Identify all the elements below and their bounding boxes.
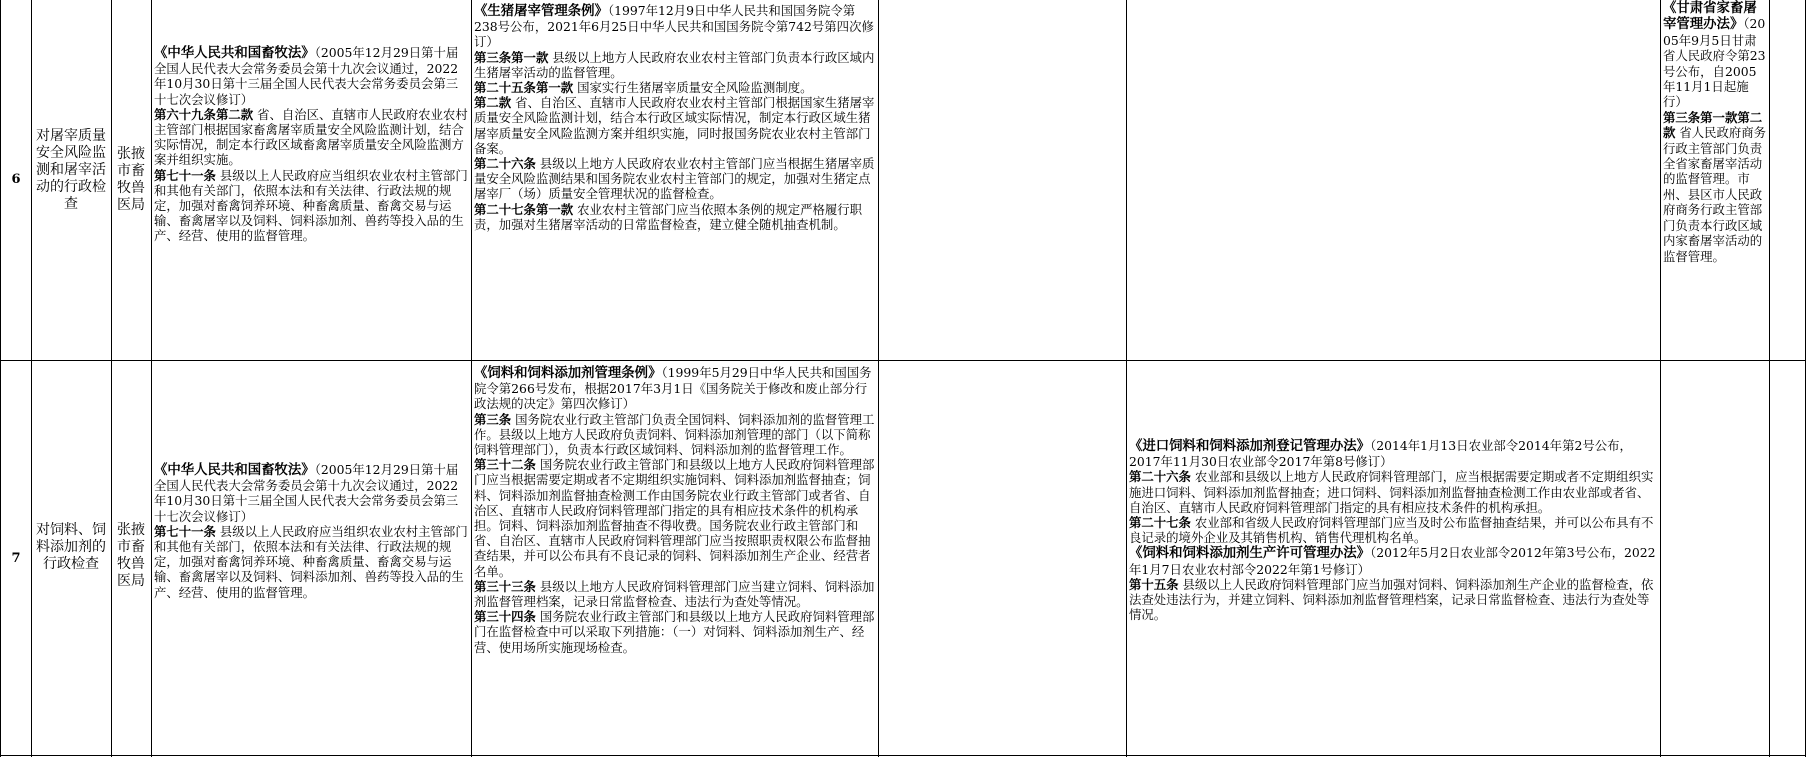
law-clause: 《甘肃省家畜屠宰管理办法》（2005年9月5日甘肃省人民政府令第23号公布，自2005年11月1日起施行） bbox=[1663, 0, 1766, 110]
law-clause: 第二十六条 农业部和县级以上地方人民政府饲料管理部门，应当根据需要定期或者不定期组织实施进口饲料、饲料添加剂监督抽查；进口饲料、饲料添加剂监督抽查检测工作由农业部或者省、自治区、直辖市人民政府饲料管理部门指定的具有相应技术条件的机构承担。 bbox=[1129, 469, 1654, 515]
legal-basis-local-rule bbox=[1663, 0, 1767, 360]
legal-basis-departmental-rules bbox=[1129, 438, 1657, 622]
row-number: 7 bbox=[11, 551, 21, 566]
law-clause: 《生猪屠宰管理条例》（1997年12月9日中华人民共和国国务院令第238号公布，2021年6月25日中华人民共和国国务院令第742号第四次修订） bbox=[474, 3, 874, 50]
law-clause: 第二十六条 县级以上地方人民政府农业农村主管部门应当根据生猪屠宰质量安全风险监测结果和国务院农业农村主管部门的规定，加强对生猪定点屠宰厂（场）质量安全管理状况的监督检查。 bbox=[474, 156, 875, 202]
law-clause: 《进口饲料和饲料添加剂登记管理办法》（2014年1月13日农业部令2014年第2号公布，2017年11月30日农业部令2017年第8号修订） bbox=[1129, 438, 1632, 470]
law-clause: 第十五条 县级以上人民政府饲料管理部门应当加强对饲料、饲料添加剂生产企业的监督检查，依法查处违法行为，并建立饲料、饲料添加剂监督管理档案，记录日常监督检查、违法行为查处等情况。 bbox=[1129, 576, 1654, 623]
grid-line bbox=[878, 0, 879, 757]
row-divider bbox=[0, 755, 1806, 756]
law-clause: 第三条第一款 县级以上地方人民政府农业农村主管部门负责本行政区域内生猪屠宰活动的监督管理。 bbox=[474, 49, 875, 80]
law-clause: 第七十一条 县级以上人民政府应当组织农业农村主管部门和其他有关部门，依照本法和有关法律、行政法规的规定，加强对畜禽饲养环境、种畜禽质量、畜禽交易与运输、畜禽屠宰以及饲料、饲料添加剂、兽药等投入品的生产、经营、使用的监督管理。 bbox=[154, 167, 468, 244]
legal-basis-law bbox=[154, 462, 468, 600]
grid-line bbox=[111, 0, 112, 757]
responsible-department: 张掖市畜牧兽医局 bbox=[117, 146, 145, 213]
law-clause: 《中华人民共和国畜牧法》（2005年12月29日第十届全国人民代表大会常务委员会第十九次会议通过，2022年10月30日第十三届全国人民代表大会常务委员会第三十七次会议修订） bbox=[154, 462, 459, 524]
responsible-department: 张掖市畜牧兽医局 bbox=[117, 522, 145, 589]
grid-line bbox=[1126, 0, 1127, 757]
law-clause: 第六十九条第二款 省、自治区、直辖市人民政府农业农村主管部门根据国家畜禽屠宰质量安全风险监测计划，结合实际情况，制定本行政区域畜禽屠宰质量安全风险监测方案并组织实施。 bbox=[154, 106, 468, 168]
law-clause: 《饲料和饲料添加剂生产许可管理办法》（2012年5月2日农业部令2012年第3号公布，2022年1月7日农业农村部令2022年第1号修订） bbox=[1129, 545, 1656, 577]
legal-basis-regulation bbox=[474, 3, 875, 232]
law-clause: 第七十一条 县级以上人民政府应当组织农业农村主管部门和其他有关部门，依照本法和有关法律、行政法规的规定，加强对畜禽饲养环境、种畜禽质量、畜禽交易与运输、畜禽屠宰以及饲料、饲料添加剂、兽药等投入品的生产、经营、使用的监督管理。 bbox=[154, 523, 468, 600]
row-divider bbox=[0, 360, 1806, 361]
law-clause: 第三条 国务院农业行政主管部门负责全国饲料、饲料添加剂的监督管理工作。县级以上地方人民政府负责饲料、饲料添加剂管理的部门（以下简称饲料管理部门），负责本行政区域饲料、饲料添加剂的监督管理工作。 bbox=[474, 411, 875, 458]
law-clause: 《中华人民共和国畜牧法》（2005年12月29日第十届全国人民代表大会常务委员会第十九次会议通过，2022年10月30日第十三届全国人民代表大会常务委员会第三十七次会议修订） bbox=[154, 45, 459, 107]
grid-line bbox=[1769, 0, 1770, 757]
row-number-cell bbox=[1, 361, 31, 755]
inspection-item: 对饲料、饲料添加剂的行政检查 bbox=[36, 522, 106, 572]
law-clause: 《饲料和饲料添加剂管理条例》（1999年5月29日中华人民共和国国务院令第266号发布，根据2017年3月1日《国务院关于修改和废止部分行政法规的决定》第四次修订） bbox=[474, 365, 872, 412]
law-clause: 第二十五条第一款 国家实行生猪屠宰质量安全风险监测制度。 bbox=[474, 80, 813, 96]
law-clause: 第三十二条 国务院农业行政主管部门和县级以上地方人民政府饲料管理部门应当根据需要定期或者不定期组织实施饲料、饲料添加剂监督抽查；饲料、饲料添加剂监督抽查检测工作由国务院农业行政主管部门或者省、自治区、直辖市人民政府饲料管理部门指定的具有相应技术条件的机构承担。饲料、饲料添加剂监督抽查不得收费。国务院农业行政主管部门和省、自治区、直辖市人民政府饲料管理部门应当按照职责权限公布监督抽查结果，并可以公布具有不良记录的饲料、饲料添加剂生产企业、经营者名单。 bbox=[474, 457, 875, 579]
law-clause: 第三十四条 国务院农业行政主管部门和县级以上地方人民政府饲料管理部门在监督检查中可以采取下列措施：（一）对饲料、饲料添加剂生产、经营、使用场所实施现场检查。 bbox=[474, 609, 875, 655]
law-clause: 第三条第一款第二款 省人民政府商务行政主管部门负责全省家畜屠宰活动的监督管理。市州、县区市人民政府商务行政主管部门负责本行政区域内家畜屠宰活动的监督管理。 bbox=[1663, 109, 1767, 264]
law-clause: 第二十七条第一款 农业农村主管部门应当依照本条例的规定严格履行职责，加强对生猪屠宰活动的日常监督检查，建立健全随机抽查机制。 bbox=[474, 201, 863, 232]
law-clause: 第二十七条 农业部和省级人民政府饲料管理部门应当及时公布监督抽查结果，并可以公布具有不良记录的境外企业及其销售机构、销售代理机构名单。 bbox=[1129, 515, 1654, 546]
grid-line bbox=[31, 0, 32, 757]
row-number-cell bbox=[1, 0, 31, 360]
legal-basis-law bbox=[154, 45, 468, 244]
law-clause: 第二款 省、自治区、直辖市人民政府农业农村主管部门根据国家生猪屠宰质量安全风险监测计划，结合本行政区域实际情况，制定本行政区域生猪屠宰质量安全风险监测方案并组织实施，同时报国务院农业农村主管部门备案。 bbox=[474, 95, 875, 156]
law-clause: 第三十三条 县级以上地方人民政府饲料管理部门应当建立饲料、饲料添加剂监督管理档案，记录日常监督检查、违法行为查处等情况。 bbox=[474, 578, 875, 610]
inspection-item: 对屠宰质量安全风险监测和屠宰活动的行政检查 bbox=[36, 128, 106, 212]
legal-basis-regulation bbox=[474, 365, 875, 753]
row-number: 6 bbox=[11, 172, 21, 187]
grid-line bbox=[471, 0, 472, 757]
grid-line bbox=[151, 0, 152, 757]
grid-line bbox=[1660, 0, 1661, 757]
